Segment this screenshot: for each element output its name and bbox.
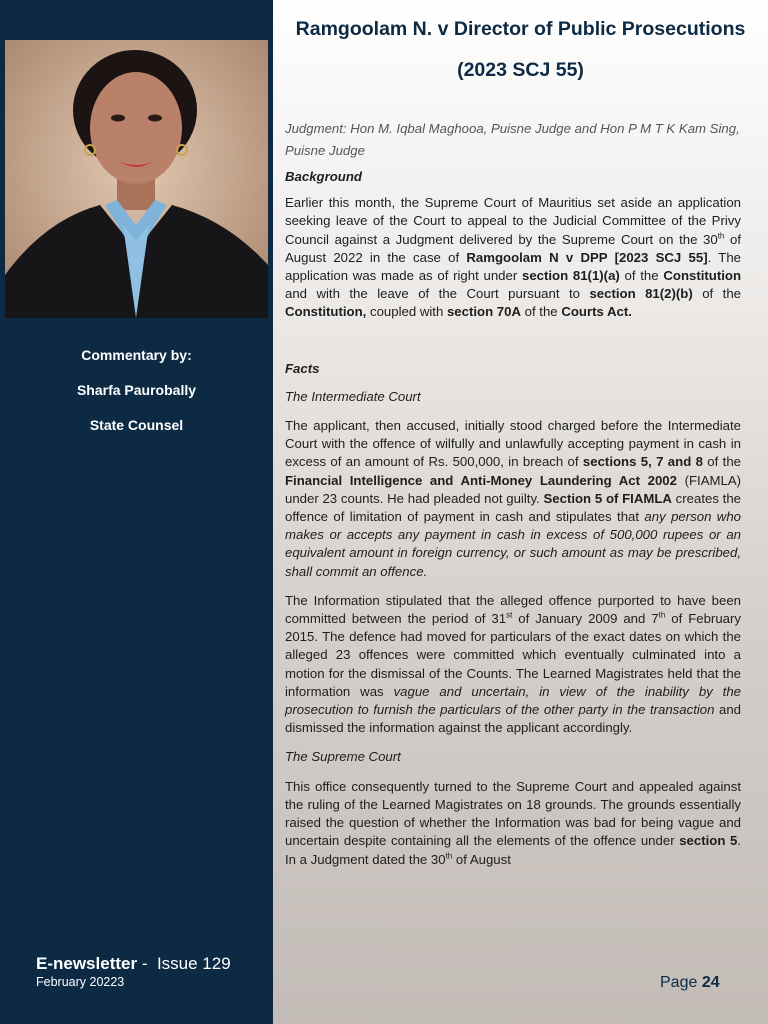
facts-heading: Facts <box>285 360 320 376</box>
author-name: Sharfa Paurobally <box>76 382 197 398</box>
facts-paragraph-3: This office consequently turned to the Supreme Court and appealed against the ruling of the Learned Magistrates on 18 grounds. The grounds essentially raised the question of whether the Information was bad for being vague and uncertain despite containing all the elements of the offence under section 5. In a Judgment dated the 30th of August <box>285 778 741 867</box>
commentary-label: Commentary by: <box>81 347 192 363</box>
facts-paragraph-1: The applicant, then accused, initially stood charged before the Intermediate Court with the offence of wilfully and unlawfully accepting payment in cash in excess of an amount of Rs. 500,000, in breach of sections 5, 7 and 8 of the Financial Intelligence and Anti-Money Laundering Act 2002 (FIAMLA) under 23 counts. He had pleaded not guilty. Section 5 of FIAMLA creates the offence of limitation of payment in cash and stipulates that any person who makes or accepts any payment in cash in excess of 500,000 rupees or an equivalent amount in foreign currency, or such amount as may be prescribed, shall commit an offence. <box>285 418 742 579</box>
newsletter-info: E-newsletter - Issue 129 February 20223 <box>36 954 231 989</box>
author-role: State Counsel <box>89 417 184 433</box>
page-title: Ramgoolam N. v Director of Public Prosecutions <box>295 18 746 40</box>
main-content <box>273 0 768 1024</box>
newsletter-date: February 20223 <box>36 975 125 989</box>
page-number: Page 24 <box>660 974 720 991</box>
background-paragraph: Earlier this month, the Supreme Court of Mauritius set aside an application seeking leave of the Court to appeal to the Judicial Committee of the Privy Council against a Judgment delivered by the Supreme Court on the 30th of August 2022 in the case of Ramgoolam N v DPP [2023 SCJ 55]. The application was made as of right under section 81(1)(a) of the Constitution and with the leave of the Court pursuant to section 81(2)(b) of the Constitution, coupled with section 70A of the Courts Act. <box>285 195 741 320</box>
newsletter-issue: Issue 129 <box>156 954 231 973</box>
sidebar <box>0 0 273 1024</box>
facts-paragraph-2: The Information stipulated that the alleged offence purported to have been committed between the period of 31st of January 2009 and 7th of February 2015. The defence had moved for particulars of the exact dates on which the alleged 23 offences were committed which eventually culminated into a motion for the dismissal of the Counts. The Learned Magistrates held that the information was vague and uncertain, in view of the inability by the prosecution to furnish the particulars of the other party in the transaction and dismissed the information against the applicant accordingly. <box>285 592 742 736</box>
newsletter-name: E-newsletter <box>36 954 138 973</box>
author-photo <box>5 40 268 318</box>
article-body <box>285 118 741 880</box>
commentary-block <box>0 347 273 452</box>
judges-line: Judgment: Hon M. Iqbal Maghooa, Puisne Judge and Hon P M T K Kam Sing, Puisne Judge <box>285 121 740 158</box>
supreme-court-heading: The Supreme Court <box>285 749 401 765</box>
background-heading: Background <box>285 169 362 184</box>
intermediate-court-heading: The Intermediate Court <box>285 388 421 404</box>
case-citation: (2023 SCJ 55) <box>457 59 584 81</box>
